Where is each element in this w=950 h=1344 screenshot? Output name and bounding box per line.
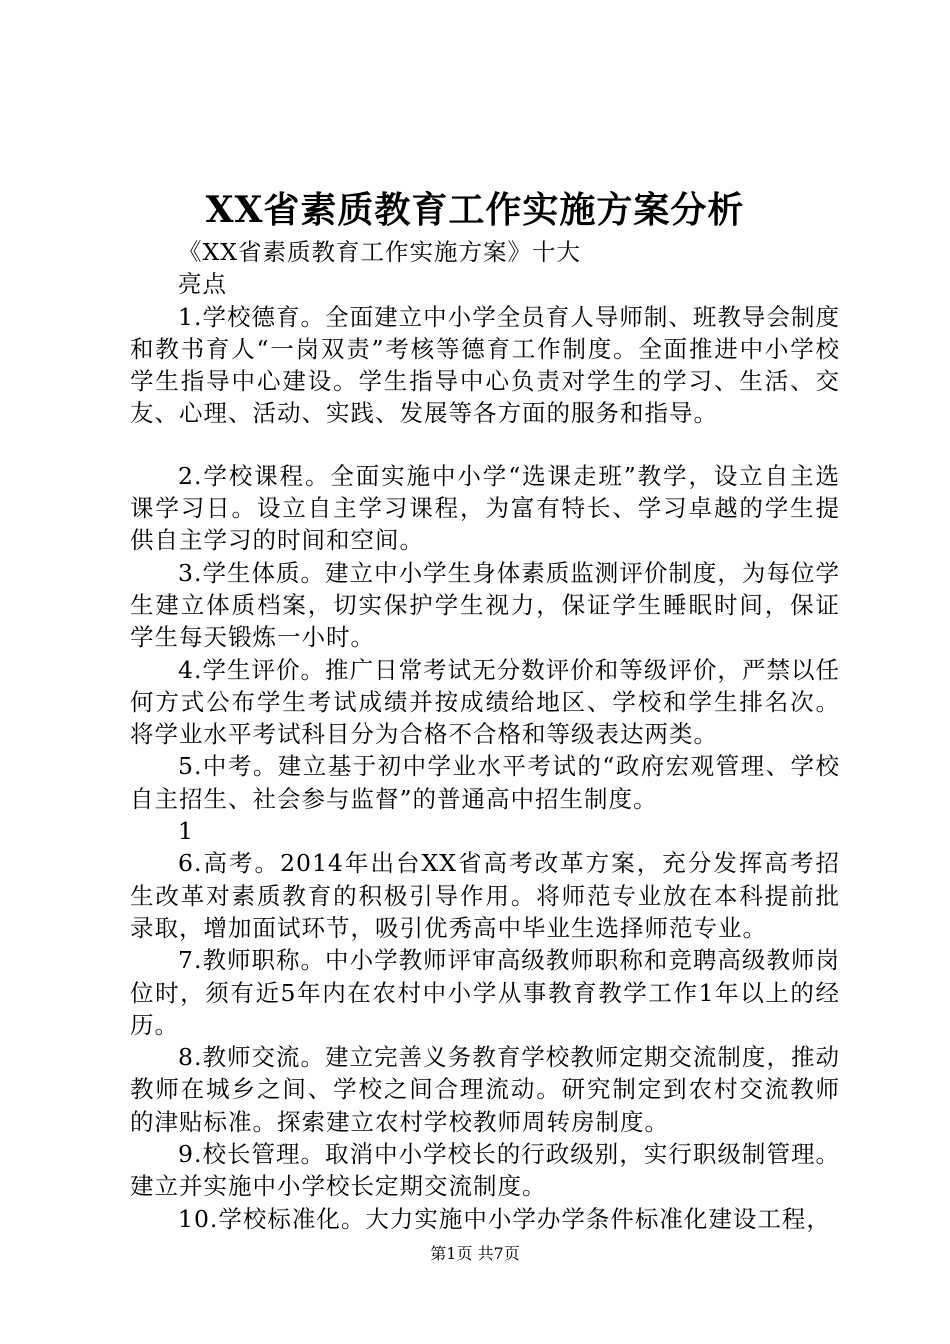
page-footer: 第1页 共7页 (430, 1244, 520, 1263)
paragraph: 8.教师交流。建立完善义务教育学校教师定期交流制度，推动教师在城乡之间、学校之间合理流动。研究制定到农村交流教师的津贴标准。探索建立农村学校教师周转房制度。 (130, 1043, 840, 1136)
paragraph: 2.学校课程。全面实施中小学“选课走班”教学，设立自主选课学习日。设立自主学习课程，为富有特长、学习卓越的学生提供自主学习的时间和空间。 (130, 461, 840, 555)
paragraph: 7.教师职称。中小学教师评审高级教师职称和竞聘高级教师岗位时，须有近5年内在农村中小学从事教育教学工作1年以上的经历。 (130, 946, 840, 1039)
page-marker: 1 (178, 817, 194, 846)
intro-line: 《XX省素质教育工作实施方案》十大 (178, 238, 581, 266)
paragraph-gap (130, 430, 840, 460)
paragraph: 10.学校标准化。大力实施中小学办学条件标准化建设工程， (178, 1204, 831, 1233)
document-body (130, 236, 840, 1235)
document-title: XX省素质教育工作实施方案分析 (205, 189, 745, 231)
intro-line: 亮点 (178, 270, 227, 299)
paragraph: 4.学生评价。推广日常考试无分数评价和等级评价，严禁以任何方式公布学生考试成绩并按成绩给地区、学校和学生排名次。将学业水平考试科目分为合格不合格和等级表达两类。 (130, 655, 840, 749)
paragraph: 5.中考。建立基于初中学业水平考试的“政府宏观管理、学校自主招生、社会参与监督”的普通高中招生制度。 (130, 752, 840, 813)
paragraph: 1.学校德育。全面建立中小学全员育人导师制、班教导会制度和教书育人“一岗双责”考核等德育工作制度。全面推进中小学校学生指导中心建设。学生指导中心负责对学生的学习、生活、交友、心理、活动、实践、发展等各方面的服务和指导。 (130, 302, 840, 428)
paragraph: 9.校长管理。取消中小学校长的行政级别，实行职级制管理。建立并实施中小学校长定期交流制度。 (130, 1140, 840, 1201)
paragraph: 3.学生体质。建立中小学生身体素质监测评价制度，为每位学生建立体质档案，切实保护学生视力，保证学生睡眠时间，保证学生每天锻炼一小时。 (130, 558, 840, 652)
paragraph: 6.高考。2014年出台XX省高考改革方案，充分发挥高考招生改革对素质教育的积极引导作用。将师范专业放在本科提前批录取，增加面试环节，吸引优秀高中毕业生选择师范专业。 (130, 849, 840, 942)
